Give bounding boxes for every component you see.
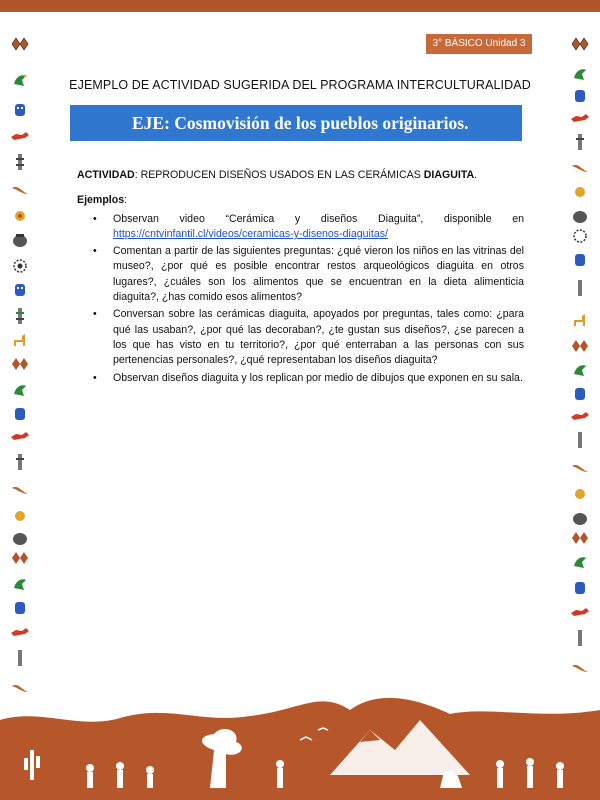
llama-icon xyxy=(570,312,590,328)
unit-tab: 3° BÁSICO Unidad 3 xyxy=(426,34,532,54)
condor-icon xyxy=(570,460,590,476)
sun-flower-icon xyxy=(570,486,590,502)
eje-banner: EJE: Cosmovisión de los pueblos originarios. xyxy=(70,105,522,141)
fox-icon xyxy=(10,428,30,444)
condor-icon xyxy=(570,160,590,176)
condor-icon xyxy=(570,660,590,676)
activity-content xyxy=(77,168,524,388)
list-item-text: • Observan video “Cerámica y diseños Diaguita”, disponible en xyxy=(113,212,524,225)
fox-icon xyxy=(570,604,590,620)
mask-icon xyxy=(570,88,590,104)
top-accent-bar xyxy=(0,0,600,12)
llama-icon xyxy=(10,332,30,348)
mask-icon xyxy=(10,600,30,616)
pot-icon xyxy=(570,510,590,526)
fox-icon xyxy=(10,624,30,640)
totem-icon xyxy=(570,432,590,448)
mask-icon xyxy=(570,252,590,268)
totem-icon xyxy=(10,154,30,170)
list-item: • Observan diseños diaguita y los replican por medio de dibujos que exponen en su sala. xyxy=(113,371,524,386)
mask-icon xyxy=(570,580,590,596)
bird-icon xyxy=(10,382,30,398)
sun-flower-icon xyxy=(10,258,30,274)
mask-icon xyxy=(570,386,590,402)
bird-icon xyxy=(10,576,30,592)
fox-icon xyxy=(570,408,590,424)
totem-icon xyxy=(570,134,590,150)
diaguita-pattern-icon xyxy=(570,338,590,354)
mask-icon xyxy=(10,102,30,118)
totem-icon xyxy=(10,454,30,470)
sun-flower-icon xyxy=(10,508,30,524)
fox-icon xyxy=(10,128,30,144)
activity-label: ACTIVIDAD xyxy=(77,169,135,181)
footer-landscape xyxy=(0,680,600,800)
video-link[interactable]: https://cntvinfantil.cl/videos/ceramicas-y-disenos-diaguitas/ xyxy=(113,227,388,240)
pot-icon xyxy=(570,208,590,224)
mask-icon xyxy=(10,282,30,298)
diaguita-pattern-icon xyxy=(570,530,590,546)
diaguita-pattern-icon xyxy=(570,36,590,52)
bird-icon xyxy=(570,66,590,82)
page-title: EJEMPLO DE ACTIVIDAD SUGERIDA DEL PROGRAMA INTERCULTURALIDAD xyxy=(69,78,531,92)
examples-list xyxy=(77,212,524,386)
right-border-icons xyxy=(566,30,594,710)
examples-colon: : xyxy=(124,194,128,207)
bird-icon xyxy=(570,362,590,378)
diaguita-pattern-icon xyxy=(10,36,30,52)
condor-icon xyxy=(10,482,30,498)
activity-text: : REPRODUCEN DISEÑOS USADOS EN LAS CERÁMICAS xyxy=(134,169,424,181)
list-item xyxy=(113,212,524,243)
bird-icon xyxy=(10,72,30,88)
examples-label: Ejemplos xyxy=(77,194,125,207)
totem-icon xyxy=(570,280,590,296)
bird-icon xyxy=(570,554,590,570)
list-item: • Comentan a partir de las siguientes preguntas: ¿qué vieron los niños en las vitrinas del museo?, ¿por qué es posible encontrar restos arqueológicos diaguita en otros lugares?, ¿cuáles son los alimentos que se encuentran en la dieta alimenticia diaguita?, ¿has comido esos alimentos? xyxy=(113,244,524,305)
activity-highlight: DIAGUITA xyxy=(423,169,475,181)
totem-icon xyxy=(10,650,30,666)
pot-icon xyxy=(10,232,30,248)
examples-heading xyxy=(77,193,524,208)
fox-icon xyxy=(570,110,590,126)
sun-flower-icon xyxy=(570,184,590,200)
totem-icon xyxy=(10,308,30,324)
diaguita-pattern-icon xyxy=(10,550,30,566)
diaguita-pattern-icon xyxy=(10,356,30,372)
activity-period: . xyxy=(474,169,478,181)
sun-flower-icon xyxy=(10,208,30,224)
list-item: • Conversan sobre las cerámicas diaguita, apoyados por preguntas, tales como: ¿para qué las usaban?, ¿por qué las decoraban?, ¿te gustan sus diseños?, ¿se parecen a los que has visto en tu territorio?, ¿por qué enterraban a las personas con sus pertenencias personales?, ¿qué representaban los diseños diaguita? xyxy=(113,307,524,368)
activity-line xyxy=(77,168,524,183)
sun-flower-icon xyxy=(570,228,590,244)
totem-icon xyxy=(570,630,590,646)
mask-icon xyxy=(10,406,30,422)
condor-icon xyxy=(10,182,30,198)
left-border-icons xyxy=(6,30,34,710)
pot-icon xyxy=(10,530,30,546)
